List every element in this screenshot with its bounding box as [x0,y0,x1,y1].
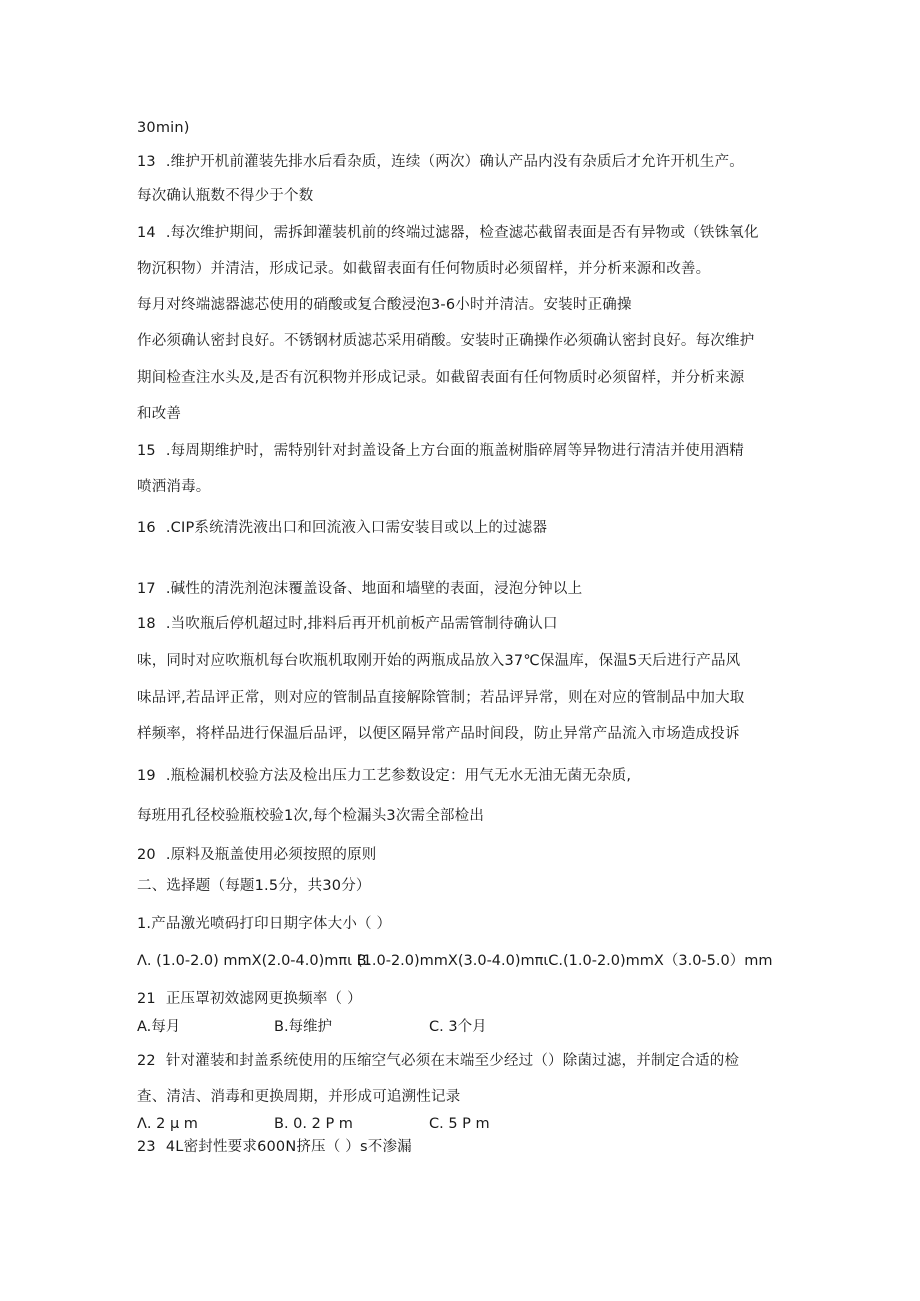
item-number: 17 [137,581,156,597]
option-line-a: Λ. (1.0-2.0) mmX(2.0-4.0)mπι B. [137,953,372,969]
item-text: .原料及瓶盖使用必须按照的原则 [165,847,377,863]
option-c: C. 3个月 [429,1019,487,1035]
item-number: 18 [137,616,156,632]
text-line: 味品评,若品评正常，则对应的管制品直接解除管制；若品评异常，则在对应的管制品中加大取 [137,690,745,706]
item-number: 23 [137,1139,156,1155]
item-number: 15 [137,443,156,459]
item-number: 16 [137,520,156,536]
item-number: 19 [137,768,156,784]
text-line: 样频率，将样品进行保温后品评，以便区隔异常产品时间段，防止异常产品流入市场造成投诉 [137,726,740,742]
text-line: 和改善 [137,406,182,422]
section-heading: 二、选择题（每题1.5分，共30分） [137,878,371,894]
text-line: 30min) [137,120,190,136]
item-text: 针对灌装和封盖系统使用的压缩空气必须在末端至少经过（）除菌过滤，并制定合适的检 [165,1053,740,1069]
item-number: 21 [137,991,156,1007]
option-a: A.每月 [137,1019,181,1035]
item-20 [137,845,376,865]
text-line: 查、清洁、消毒和更换周期，并形成可追溯性记录 [137,1089,461,1105]
text-line: 作必须确认密封良好。不锈钢材质滤芯采用硝酸。安装时正确操作必须确认密封良好。每次维护 [137,333,755,349]
question-1: 1.产品激光喷码打印日期字体大小（ ） [137,916,392,932]
text-line: 喷洒消毒。 [137,479,211,495]
item-13 [137,152,744,172]
item-text: .每次维护期间，需拆卸灌装机前的终端过滤器，检查滤芯截留表面是否有异物或（铁铢氧化 [165,225,759,241]
item-16 [137,518,547,538]
item-number: 14 [137,225,156,241]
item-text: .CIP系统清洗液出口和回流液入口需安装目或以上的过滤器 [165,520,548,536]
text-line: 每班用孔径校验瓶校验1次,每个检漏头3次需全部检出 [137,808,485,824]
item-number: 22 [137,1053,156,1069]
question-23 [137,1137,412,1157]
item-text: .碱性的清洗剂泡沫覆盖设备、地面和墙壁的表面，浸泡分钟以上 [165,581,583,597]
text-line: 物沉积物）并清洁，形成记录。如截留表面有任何物质时必须留样，并分析来源和改善。 [137,261,711,277]
option-a: Λ. 2 μ m [137,1116,198,1132]
text-line: 期间检查注水头及,是否有沉积物并形成记录。如截留表面有任何物质时必须留样，并分析来源 [137,370,745,386]
item-number: 20 [137,847,156,863]
text-line: 味，同时对应吹瓶机每台吹瓶机取刚开始的两瓶成品放入37℃保温库，保温5天后进行产品风 [137,653,741,669]
text-line: 每月对终端滤器滤芯使用的硝酸或复合酸浸泡3-6小时并清洁。安装时正确操 [137,297,632,313]
option-b: B. 0. 2 P m [274,1116,353,1132]
item-19 [137,766,631,786]
item-text: 正压罩初效滤网更换频率（ ） [165,991,362,1007]
option-line-bc: (1.0-2.0)mmX(3.0-4.0)mπιC.(1.0-2.0)mmX（3.0-5.0）mm [357,953,773,969]
item-text: .每周期维护时，需特别针对封盖设备上方台面的瓶盖树脂碎屑等异物进行清洁并使用酒精 [165,443,744,459]
item-number: 13 [137,154,156,170]
item-text: 4L密封性要求600N挤压（ ）s不渗漏 [165,1139,412,1155]
item-14 [137,223,759,243]
option-b: B.每维护 [274,1019,333,1035]
option-c: C. 5 P m [429,1116,490,1132]
text-line: 每次确认瓶数不得少于个数 [137,188,314,204]
item-15 [137,441,744,461]
question-22 [137,1051,739,1071]
item-18 [137,614,558,634]
item-text: .瓶检漏机校验方法及检出压力工艺参数设定：用气无水无油无菌无杂质, [165,768,632,784]
item-text: .维护开机前灌装先排水后看杂质，连续（两次）确认产品内没有杂质后才允许开机生产。 [165,154,744,170]
item-text: .当吹瓶后停机超过时,排料后再开机前板产品需管制待确认口 [165,616,558,632]
question-21 [137,989,362,1009]
item-17 [137,579,582,599]
